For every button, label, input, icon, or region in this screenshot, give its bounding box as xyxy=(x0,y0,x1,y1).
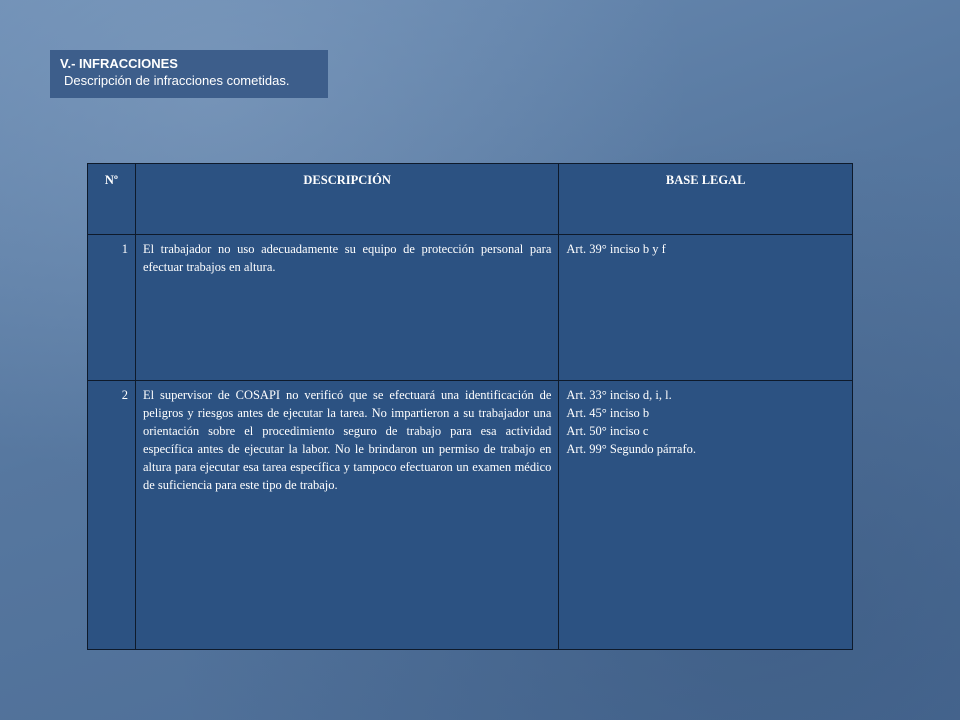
table-header-row xyxy=(88,164,853,235)
infractions-table xyxy=(87,163,853,650)
legal-basis-line: Art. 50° inciso c xyxy=(566,424,649,438)
column-header-legal-basis: BASE LEGAL xyxy=(559,164,853,235)
row-legal-basis xyxy=(559,235,853,381)
section-title-box xyxy=(50,50,328,98)
legal-basis-line: Art. 45° inciso b xyxy=(566,406,650,420)
row-number: 2 xyxy=(88,381,136,650)
table-row xyxy=(88,381,853,650)
section-title: V.- INFRACCIONES xyxy=(60,56,178,71)
row-description: El trabajador no uso adecuadamente su equipo de protección personal para efectuar trabajos en altura. xyxy=(135,235,558,381)
row-description: El supervisor de COSAPI no verificó que se efectuará una identificación de peligros y riesgos antes de ejecutar la tarea. No impartieron a su trabajador una orientación sobre el procedimiento seguro de trabajo para esa actividad específica antes de ejecutar la labor. No le brindaron un permiso de trabajo en altura para ejecutar esa tarea específica y tampoco efectuaron un examen médico de suficiencia para este tipo de trabajo. xyxy=(135,381,558,650)
row-number: 1 xyxy=(88,235,136,381)
column-header-description: DESCRIPCIÓN xyxy=(135,164,558,235)
row-legal-basis xyxy=(559,381,853,650)
table-row xyxy=(88,235,853,381)
section-subtitle: Descripción de infracciones cometidas. xyxy=(64,73,290,88)
legal-basis-line: Art. 33° inciso d, i, l. xyxy=(566,388,672,402)
legal-basis-line: Art. 99° Segundo párrafo. xyxy=(566,442,697,456)
legal-basis-line: Art. 39° inciso b y f xyxy=(566,242,666,256)
column-header-number: Nº xyxy=(88,164,136,235)
